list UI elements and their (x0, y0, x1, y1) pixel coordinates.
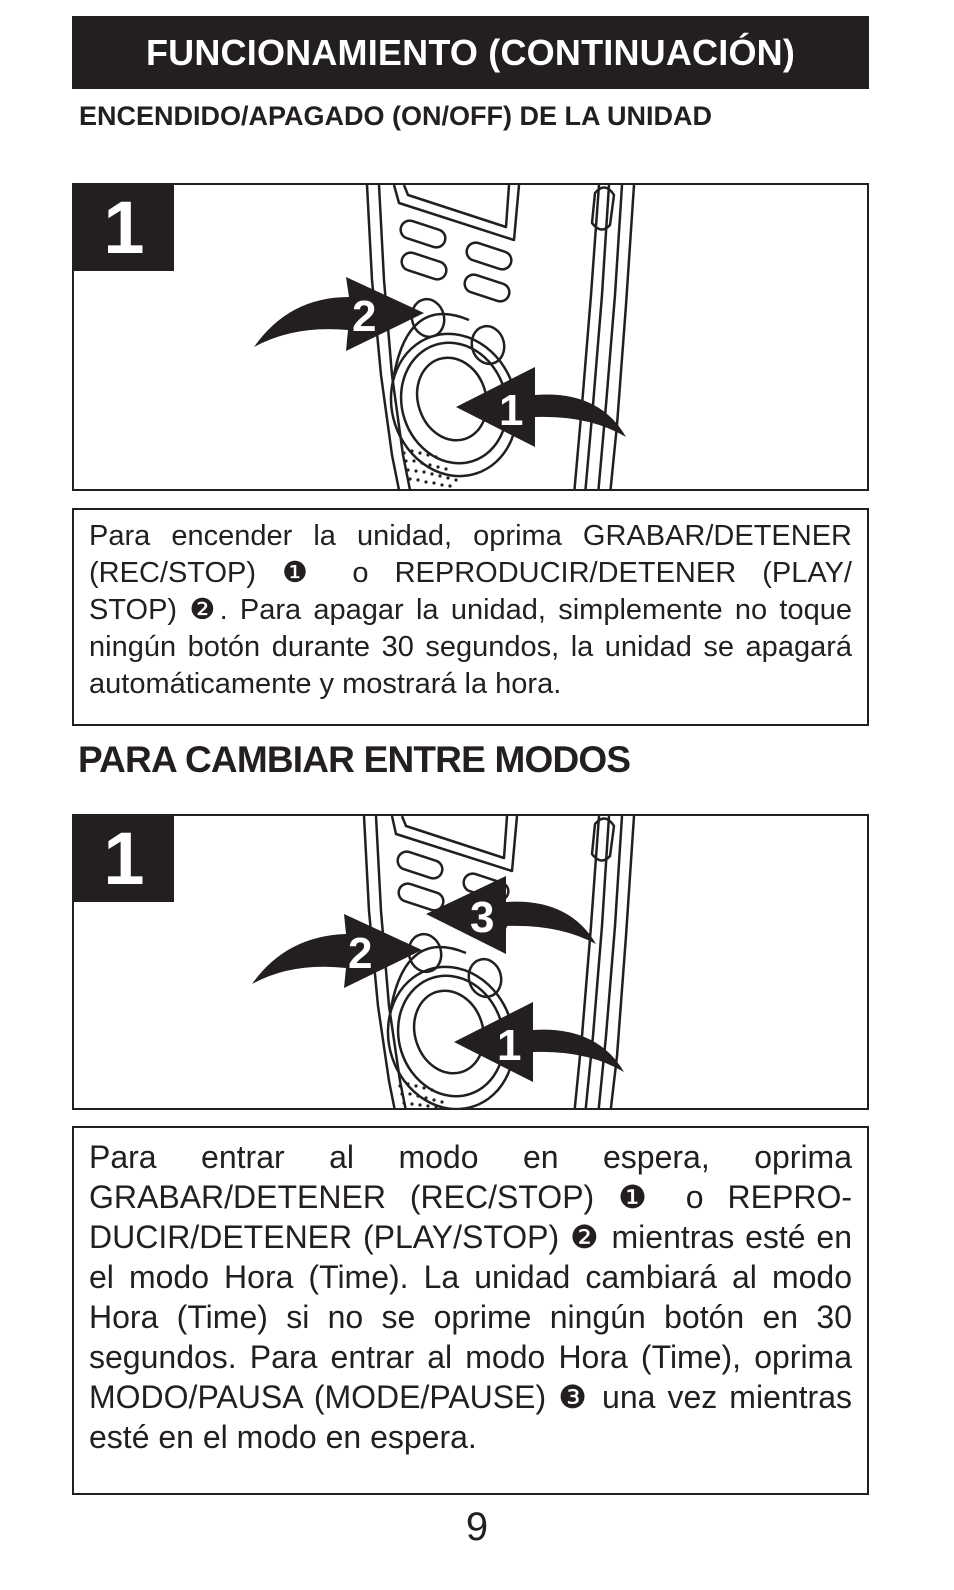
section-heading-modes: PARA CAMBIAR ENTRE MODOS (78, 739, 631, 780)
callout-2: 2 (348, 929, 373, 978)
callout-1: 1 (499, 386, 524, 435)
page-number: 9 (465, 1505, 489, 1549)
arrow-2 (252, 914, 422, 988)
arrow-3 (426, 876, 596, 954)
section-heading-on-off: ENCENDIDO/APAGADO (ON/OFF) DE LA UNIDAD (79, 101, 712, 131)
instruction-text-modes: Para entrar al modo en espera, oprima GRABAR/DETENER (REC/STOP) ❶ o REPRO-DUCIR/DETENER (PLAY/STOP) ❷ mientras esté en el modo Hora (Time). La unidad cambiará al modo Hora (Time) si no se oprime ningún botón en 30 segundos. Para entrar al modo Hora (Time), oprima MODO/PAUSA (MODE/PAUSE) ❸ una vez mientras esté en el modo en espera. (72, 1126, 869, 1495)
callout-1: 1 (497, 1021, 522, 1070)
device-illustration (74, 185, 867, 489)
instruction-text-on-off: Para encender la unidad, oprima GRABAR/DETENER (REC/STOP) ❶ o REPRODUCIR/DETENER (PLAY/ STOP) ❷. Para apagar la unidad, simplemente no toque ningún botón durante 30 segundos, la unidad se apagará automáticamente y mostrará la hora. (72, 508, 869, 726)
step-number-badge: 1 (74, 816, 174, 902)
device-illustration (74, 816, 867, 1108)
callout-3: 3 (470, 893, 495, 942)
step-number-badge: 1 (74, 185, 174, 271)
callout-2: 2 (352, 292, 377, 341)
figure-power-on-off (72, 183, 869, 491)
arrow-2 (254, 277, 424, 351)
page-title: FUNCIONAMIENTO (CONTINUACIÓN) (72, 16, 869, 89)
figure-change-modes (72, 814, 869, 1110)
